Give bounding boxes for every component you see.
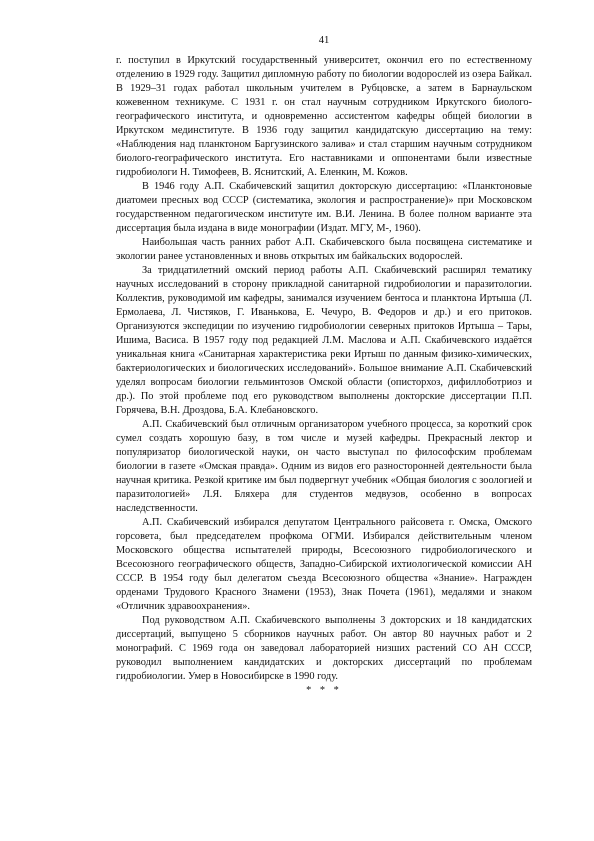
paragraph-education: г. поступил в Иркутский государственный университет, окончил его по естественному отделению в 1929 году. Защитил дипломную работу по биологии водорослей из озера Байкал. В 1929–31 годах работал школьным учителем в Рубцовске, а затем в Барнаульском кожевенном техникуме. С 1931 г. он стал научным сотрудником Иркутского биолого-географического института, и одновременно ассистентом кафедры общей биологии в Иркутском мединституте. В 1936 году защитил кандидатскую диссертацию на тему: «Наблюдения над планктоном Баргузинского залива» и стал старшим научным сотрудником биолого-географического института. Его наставниками и оппонентами были известные гидробиологи Н. Тимофеев, В. Яснитский, А. Еленкин, М. Кожов. [116, 55, 532, 178]
section-separator: * * * [306, 685, 342, 696]
paragraph-early-works: Наибольшая часть ранних работ А.П. Скабичевского была посвящена систематике и экологии ранее установленных и вновь открытых им байкальских водорослей. [116, 237, 532, 262]
paragraph-public-activity: А.П. Скабичевский избирался депутатом Центрального райсовета г. Омска, Омского горсовета, был председателем профкома ОГМИ. Избирался действительным членом Московского общества испытателей природы, Всесоюзного гидробиологического и Всесоюзного географического обществ, Западно-Сибирской ихтиологической комиссии АН СССР. В 1954 году был делегатом съезда Всесоюзного общества «Знание». Награжден орденами Трудового Красного Знамени (1953), Знак Почета (1961), медалями и знаком «Отличник здравоохранения». [116, 517, 532, 612]
paragraph-organizer: А.П. Скабичевский был отличным организатором учебного процесса, за короткий срок сумел создать хорошую базу, в том числе и музей кафедры. Прекрасный лектор и популяризатор биологической науки, он часто выступал по философским проблемам биологии в газете «Омская правда». Одним из видов его разносторонней деятельности была научная критика. Резкой критике им был подвергнут учебник «Общая биология с зоологией и паразитологией» Л.Я. Бляхера для студентов медвузов, особенно в вопросах наследственности. [116, 419, 532, 514]
paragraph-supervision: Под руководством А.П. Скабичевского выполнены 3 докторских и 18 кандидатских диссертаций, выпущено 5 сборников научных работ. Он автор 80 научных работ и 2 монографий. С 1969 года он заведовал лабораторией низших растений СО АН СССР, руководил выполнением кандидатских и докторских диссертаций по проблемам гидробиологии. Умер в Новосибирске в 1990 году. [116, 615, 532, 682]
paragraph-omsk-period: За тридцатилетний омский период работы А.П. Скабичевский расширял тематику научных исследований в сторону прикладной санитарной гидробиологии и паразитологии. Коллектив, руководимой им кафедры, занимался изучением бентоса и планктона Иртыша (Л. Ермолаева, Л. Чистяков, Г. Иванькова, Е. Чечуро, В. Федоров и др.) и его притоков. Организуются экспедиции по изучению гидробиологии северных притоков Иртыша – Тары, Ишима, Васиса. В 1957 году под редакцией Л.М. Маслова и А.П. Скабичевского издаётся уникальная книга «Санитарная характеристика реки Иртыш по данным физико-химических, бактериологических и биологических исследований». Большое внимание А.П. Скабичевский уделял вопросам биологии гельминтозов Омской области (описторхоз, дифиллоботриоз и др.). По этой проблеме под его руководством выполнены докторские диссертации П.П. Горячева, В.Н. Дроздова, Б.А. Клебановского. [116, 265, 532, 416]
page-number: 41 [318, 35, 330, 46]
paragraph-doctoral-dissertation: В 1946 году А.П. Скабичевский защитил докторскую диссертацию: «Планктоновые диатомеи пресных вод СССР (систематика, экология и распространение)» при Московском государственном педагогическом институте им. В.И. Ленина. В более полном варианте эта диссертация была издана в виде монографии (Издат. МГУ, М-, 1960). [116, 181, 532, 234]
